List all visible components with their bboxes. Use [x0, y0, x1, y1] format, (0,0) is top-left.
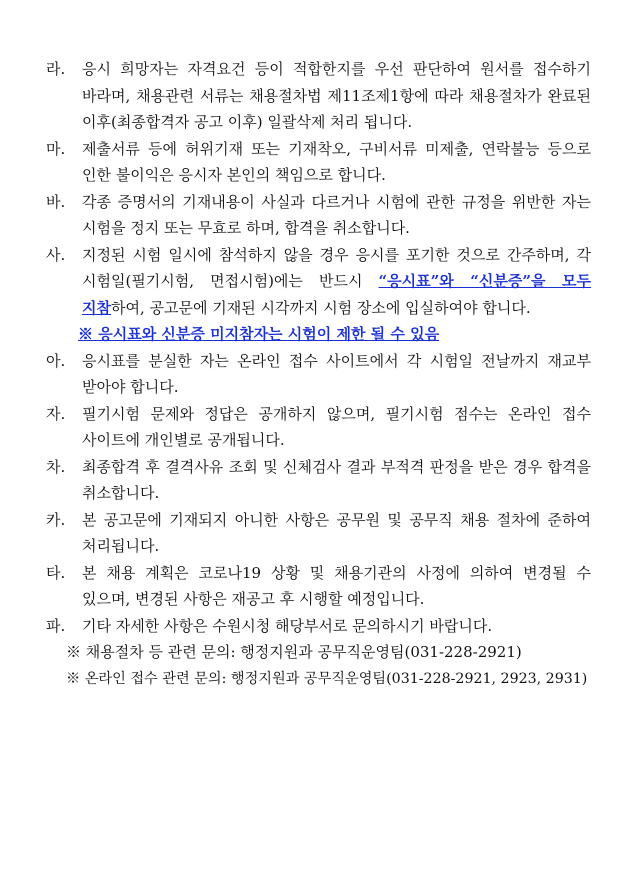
item-text: 각종 증명서의 기재내용이 사실과 다르거나 시험에 관한 규정을 위반한 자는 시험을 정지 또는 무효로 하며, 합격을 취소합니다.: [82, 192, 591, 237]
item-marker: 타.: [46, 563, 66, 582]
list-item-ja: [46, 401, 591, 454]
item-text: 제출서류 등에 허위기재 또는 기재착오, 구비서류 미제출, 연락불능 등으로 인한 불이익은 응시자 본인의 책임으로 합니다.: [82, 139, 591, 184]
emphasis-text: “응시표”와 “신분증”을 모두 지참: [82, 272, 591, 317]
warning-note: ※ 응시표와 신분증 미지참자는 시험이 제한 될 수 있음: [78, 325, 440, 343]
item-marker: 아.: [46, 351, 66, 370]
list-item-pa: [46, 613, 591, 640]
list-item-ta: [46, 560, 591, 613]
item-marker: 파.: [46, 616, 66, 635]
item-text: 본 공고문에 기재되지 아니한 사항은 공무원 및 공무직 채용 절차에 준하여 처리됩니다.: [82, 510, 591, 555]
contact-note-online: ※ 온라인 접수 관련 문의: 행정지원과 공무직운영팀(031-228-2921, 2923, 2931): [66, 670, 588, 687]
item-text: 최종합격 후 결격사유 조회 및 신체검사 결과 부적격 판정을 받은 경우 합격을 취소합니다.: [82, 457, 591, 502]
item-marker: 사.: [46, 245, 66, 264]
list-item-a: [46, 348, 591, 401]
list-item-ra: [46, 56, 591, 136]
contact-note-hiring: ※ 채용절차 등 관련 문의: 행정지원과 공무직운영팀(031-228-2921): [66, 643, 522, 661]
list-item-ka: [46, 507, 591, 560]
list-item-sa: [46, 242, 591, 322]
item-marker: 자.: [46, 404, 66, 423]
item-text: 본 채용 계획은 코로나19 상황 및 채용기관의 사정에 의하여 변경될 수 있으며, 변경된 사항은 재공고 후 시행할 예정입니다.: [82, 563, 591, 608]
item-text-after: 하여, 공고문에 기재된 시각까지 시험 장소에 입실하여야 합니다.: [110, 298, 531, 317]
item-marker: 라.: [46, 60, 66, 78]
item-text-before: 지정된 시험 일시에 참석하지 않을 경우 응시를 포기한 것으로 간주하며, 각 시험일(필기시험, 면접시험)에는 반드시: [82, 245, 591, 290]
item-text: 기타 자세한 사항은 수원시청 해당부서로 문의하시기 바랍니다.: [82, 616, 493, 635]
item-text: 응시 희망자는 자격요건 등이 적합한지를 우선 판단하여 원서를 접수하기 바라며, 채용관련 서류는 채용절차법 제11조제1항에 따라 채용절차가 완료된 이후(최종합격자 공고 이후) 일괄삭제 처리 됩니다.: [82, 60, 591, 131]
item-marker: 마.: [46, 139, 66, 158]
document-body: [0, 56, 628, 692]
list-item-ba: [46, 189, 591, 242]
item-text: 필기시험 문제와 정답은 공개하지 않으며, 필기시험 점수는 온라인 접수 사이트에 개인별로 공개됩니다.: [82, 404, 591, 449]
item-marker: 바.: [46, 192, 66, 211]
list-item-ma: [46, 136, 591, 189]
item-text: 응시표를 분실한 자는 온라인 접수 사이트에서 각 시험일 전날까지 재교부 받아야 합니다.: [82, 351, 591, 396]
list-item-cha: [46, 454, 591, 507]
item-marker: 카.: [46, 510, 66, 529]
item-marker: 차.: [46, 457, 66, 476]
